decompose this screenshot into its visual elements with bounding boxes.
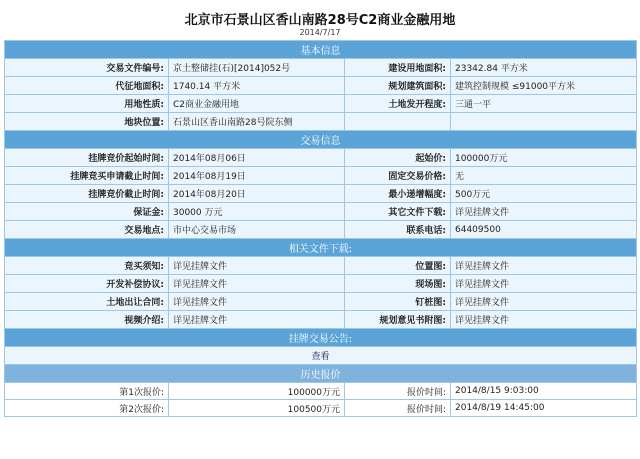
label-phone: 联系电话: — [345, 221, 451, 239]
section-trade-info: 交易信息 — [5, 131, 637, 149]
land-info-table — [4, 40, 637, 417]
history-price: 100000万元 — [169, 383, 345, 400]
history-time-label: 报价时间: — [345, 383, 451, 400]
value-application-deadline: 2014年08月19日 — [169, 167, 345, 185]
value-trade-location: 市中心交易市场 — [169, 221, 345, 239]
label-trade-location: 交易地点: — [5, 221, 169, 239]
history-row — [5, 400, 637, 417]
value-file-number: 京土整储挂(石)[2014]052号 — [169, 59, 345, 77]
link-site-photo[interactable]: 详见挂牌文件 — [451, 275, 637, 293]
history-price: 100500万元 — [169, 400, 345, 417]
section-history: 历史报价 — [5, 365, 637, 383]
label-bid-end-time: 挂牌竞价截止时间: — [5, 185, 169, 203]
value-start-price: 100000万元 — [451, 149, 637, 167]
label-development-level: 土地发开程度: — [345, 95, 451, 113]
value-deposit: 30000 万元 — [169, 203, 345, 221]
label-min-increment: 最小递增幅度: — [345, 185, 451, 203]
page-date: 2014/7/17 — [299, 28, 341, 37]
label-location: 地块位置: — [5, 113, 169, 131]
label-stake-map: 钉桩图: — [345, 293, 451, 311]
label-deposit: 保证金: — [5, 203, 169, 221]
history-row — [5, 383, 637, 400]
history-time: 2014/8/19 14:45:00 — [451, 400, 637, 417]
label-compensation-agreement: 开发补偿协议: — [5, 275, 169, 293]
label-file-number: 交易文件编号: — [5, 59, 169, 77]
empty-cell — [345, 113, 451, 131]
value-requisition-area: 1740.14 平方米 — [169, 77, 345, 95]
section-basic-info: 基本信息 — [5, 41, 637, 59]
history-round-label: 第2次报价: — [5, 400, 169, 417]
value-location: 石景山区香山南路28号院东侧 — [169, 113, 345, 131]
empty-cell — [451, 113, 637, 131]
history-round-label: 第1次报价: — [5, 383, 169, 400]
label-other-files: 其它文件下载: — [345, 203, 451, 221]
value-min-increment: 500万元 — [451, 185, 637, 203]
label-start-price: 起始价: — [345, 149, 451, 167]
value-bid-start-time: 2014年08月06日 — [169, 149, 345, 167]
label-video-intro: 视频介绍: — [5, 311, 169, 329]
section-announcement: 挂牌交易公告: — [5, 329, 637, 347]
link-video-intro[interactable]: 详见挂牌文件 — [169, 311, 345, 329]
link-other-files[interactable]: 详见挂牌文件 — [451, 203, 637, 221]
label-land-use: 用地性质: — [5, 95, 169, 113]
label-fixed-price: 固定交易价格: — [345, 167, 451, 185]
section-file-downloads: 相关文件下载: — [5, 239, 637, 257]
history-time-label: 报价时间: — [345, 400, 451, 417]
page-title: 北京市石景山区香山南路28号C2商业金融用地 — [184, 13, 456, 28]
value-land-area: 23342.84 平方米 — [451, 59, 637, 77]
link-stake-map[interactable]: 详见挂牌文件 — [451, 293, 637, 311]
label-planned-building-area: 规划建筑面积: — [345, 77, 451, 95]
label-transfer-contract: 土地出让合同: — [5, 293, 169, 311]
label-land-area: 建设用地面积: — [345, 59, 451, 77]
value-bid-end-time: 2014年08月20日 — [169, 185, 345, 203]
view-announcement-link[interactable]: 查看 — [5, 347, 637, 365]
link-location-map[interactable]: 详见挂牌文件 — [451, 257, 637, 275]
history-time: 2014/8/15 9:03:00 — [451, 383, 637, 400]
link-bidder-notice[interactable]: 详见挂牌文件 — [169, 257, 345, 275]
label-application-deadline: 挂牌竞买申请截止时间: — [5, 167, 169, 185]
label-bidder-notice: 竞买须知: — [5, 257, 169, 275]
label-requisition-area: 代征地面积: — [5, 77, 169, 95]
link-transfer-contract[interactable]: 详见挂牌文件 — [169, 293, 345, 311]
label-bid-start-time: 挂牌竞价起始时间: — [5, 149, 169, 167]
value-planned-building-area: 建筑控制规模 ≤91000平方米 — [451, 77, 637, 95]
value-fixed-price: 无 — [451, 167, 637, 185]
value-phone: 64409500 — [451, 221, 637, 239]
value-development-level: 三通一平 — [451, 95, 637, 113]
label-planning-attachment: 规划意见书附图: — [345, 311, 451, 329]
value-land-use: C2商业金融用地 — [169, 95, 345, 113]
label-location-map: 位置图: — [345, 257, 451, 275]
label-site-photo: 现场图: — [345, 275, 451, 293]
link-compensation-agreement[interactable]: 详见挂牌文件 — [169, 275, 345, 293]
link-planning-attachment[interactable]: 详见挂牌文件 — [451, 311, 637, 329]
